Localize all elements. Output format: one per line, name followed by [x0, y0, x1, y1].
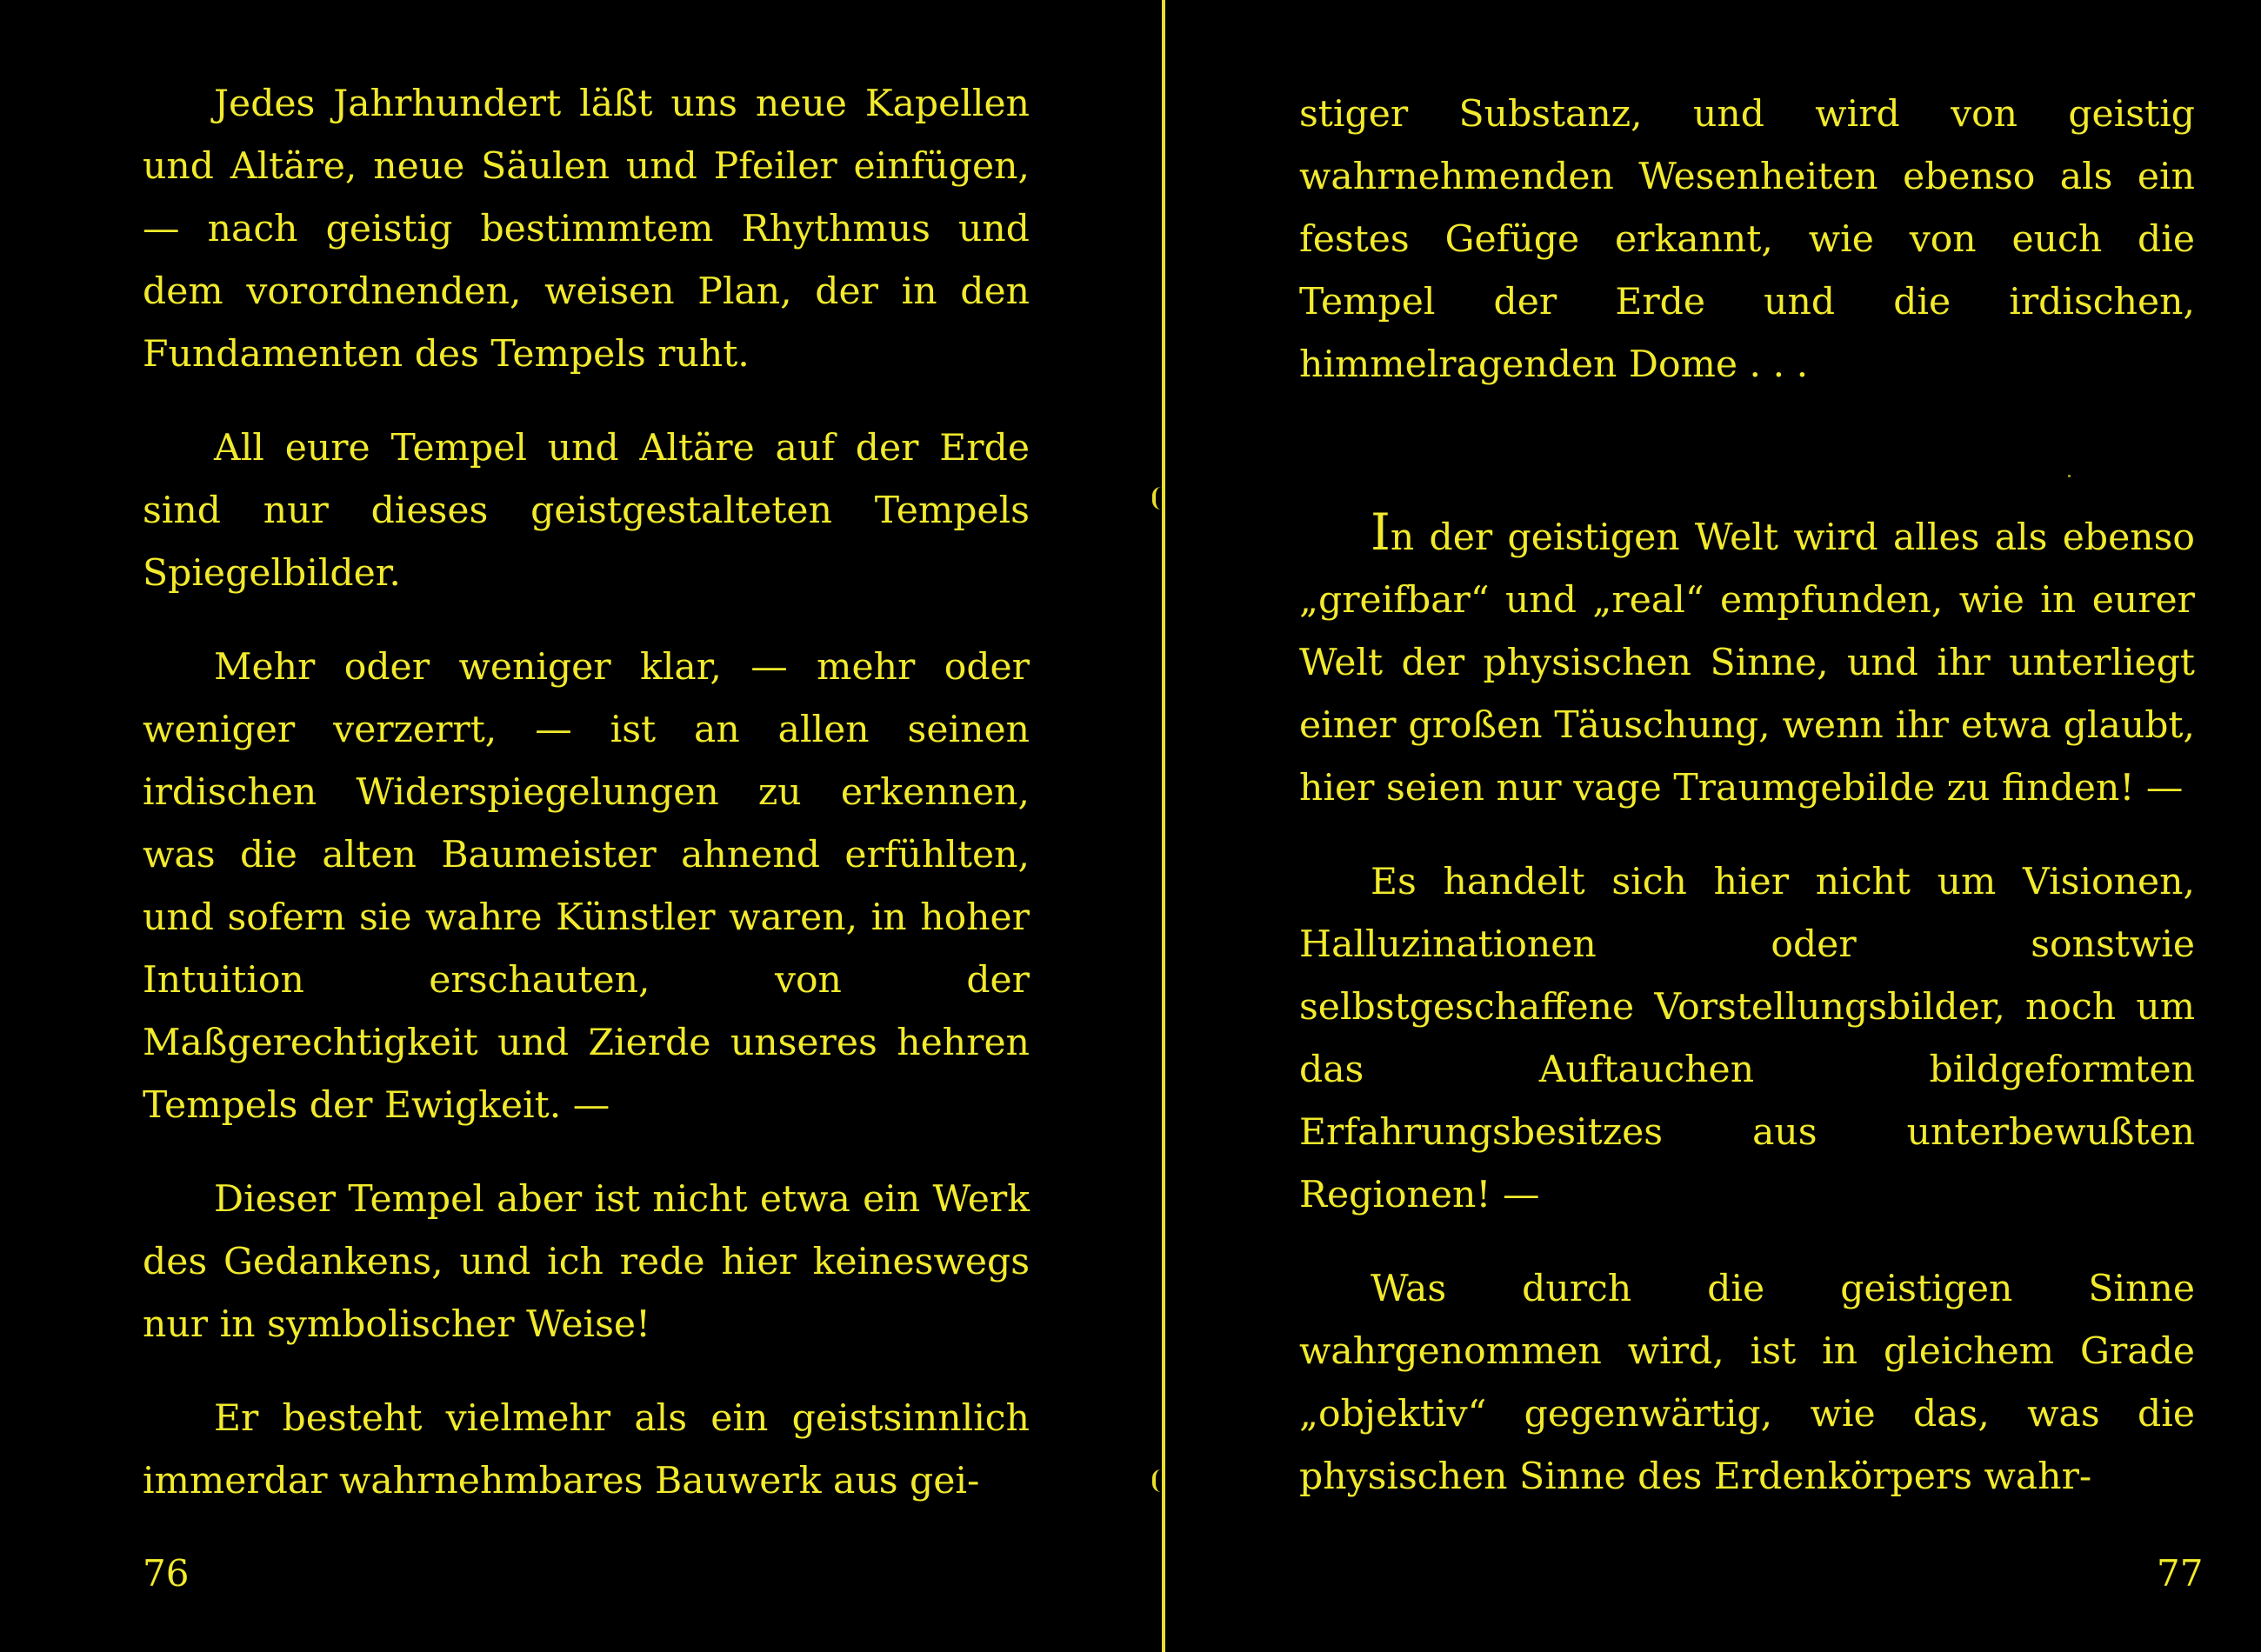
paragraph: Jedes Jahrhundert läßt uns neue Kapellen und Altäre, neue Säulen und Pfeiler einfügen, — nach geistig bestimmtem Rhythmus und dem vorordnenden, weisen Plan, der in den Fundamenten des Tempels ruht.: [143, 83, 1030, 376]
paragraph-continued: stiger Substanz, und wird von geistig wahrnehmenden Wesenheiten ebenso als ein festes Gefüge erkannt, wie von euch die Tempel der Erde und die irdischen, himmelragenden Dome . . .: [1299, 93, 2195, 386]
paragraph-text: n der geistigen Welt wird alles als ebenso „greifbar“ und „real“ empfunden, wie in eurer Welt der physischen Sinne, und ihr unterliegt einer großen Täuschung, wenn ihr etwa glaubt, hier seien nur vage Traumgebilde zu finden! —: [1299, 516, 2195, 809]
right-page: [1165, 0, 2261, 1652]
paragraph: Es handelt sich hier nicht um Visionen, Halluzinationen oder sonstwie selbstgeschaffene Vorstellungsbilder, noch um das Auftauchen bildgeformten Erfahrungsbesitzes aus unterbewußten Regionen! —: [1299, 861, 2195, 1216]
right-page-text: [1299, 83, 2195, 1540]
paragraph: All eure Tempel und Altäre auf der Erde sind nur dieses geistgestalteten Tempels Spiegelbilder.: [143, 427, 1030, 595]
paper-speck: [2068, 475, 2071, 477]
dropcap-letter: I: [1371, 503, 1391, 562]
paragraph: Dieser Tempel aber ist nicht etwa ein Werk des Gedankens, und ich rede hier keineswegs nur in symbolischer Weise!: [143, 1178, 1030, 1346]
paragraph: Er besteht vielmehr als ein geistsinnlich immerdar wahrnehmbares Bauwerk aus gei-: [143, 1397, 1030, 1502]
page-number: 76: [143, 1552, 190, 1595]
page-number: 77: [2157, 1552, 2204, 1595]
paragraph: Was durch die geistigen Sinne wahrgenommen wird, ist in gleichem Grade „objektiv“ gegenwärtig, wie das, was die physischen Sinne des Erdenkörpers wahr-: [1299, 1268, 2195, 1498]
left-page-text: [143, 73, 1030, 1544]
paragraph: Mehr oder weniger klar, — mehr oder weniger verzerrt, — ist an allen seinen irdischen Widerspiegelungen zu erkennen, was die alten Baumeister ahnend erfühlten, und sofern sie wahre Künstler waren, in hoher Intuition erschauten, von der Maßgerechtigkeit und Zierde unseres hehren Tempels der Ewigkeit. —: [143, 646, 1030, 1127]
paragraph-with-dropcap: [1299, 501, 2195, 820]
